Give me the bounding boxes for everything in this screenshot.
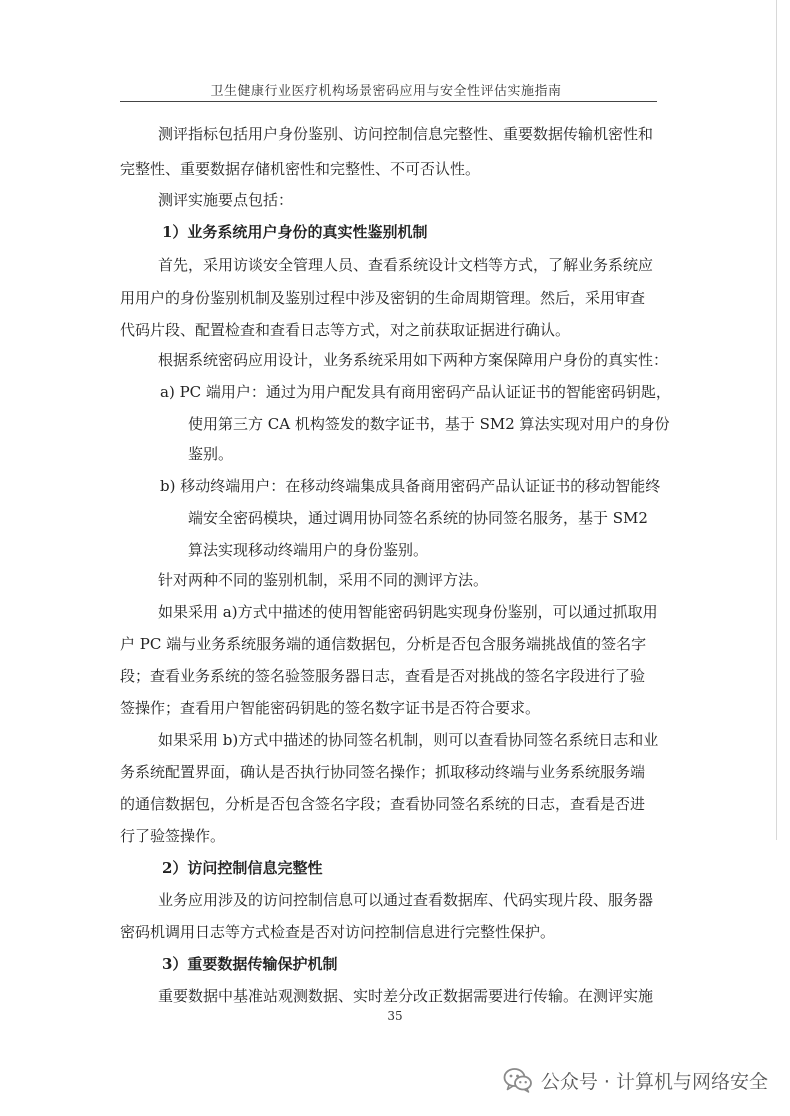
body-line: 密码机调用日志等方式检查是否对访问控制信息进行完整性保护。 xyxy=(120,923,556,941)
body-line: 行了验签操作。 xyxy=(120,827,226,845)
list-item-b: b) 移动终端用户：在移动终端集成具备商用密码产品认证证书的移动智能终 xyxy=(160,477,661,495)
body-line: 务系统配置界面，确认是否执行协同签名操作；抓取移动终端与业务系统服务端 xyxy=(120,763,646,781)
body-line: 户 PC 端与业务系统服务端的通信数据包，分析是否包含服务端挑战值的签名字 xyxy=(120,635,647,653)
wechat-icon xyxy=(503,1067,533,1093)
list-item-a: a) PC 端用户：通过为用户配发具有商用密码产品认证证书的智能密码钥匙， xyxy=(160,383,671,401)
body-line: 段；查看业务系统的签名验签服务器日志，查看是否对挑战的签名字段进行了验 xyxy=(120,667,646,685)
body-line: 测评实施要点包括： xyxy=(158,191,294,209)
body-line: 用用户的身份鉴别机制及鉴别过程中涉及密钥的生命周期管理。然后，采用审查 xyxy=(120,289,646,307)
running-header: 卫生健康行业医疗机构场景密码应用与安全性评估实施指南 xyxy=(210,84,562,99)
body-line: 如果采用 a)方式中描述的使用智能密码钥匙实现身份鉴别，可以通过抓取用 xyxy=(158,603,658,621)
list-item-b-line: 算法实现移动终端用户的身份鉴别。 xyxy=(188,541,429,559)
body-line: 完整性、重要数据存储机密性和完整性、不可否认性。 xyxy=(120,160,481,178)
body-line: 针对两种不同的鉴别机制，采用不同的测评方法。 xyxy=(158,571,489,589)
body-line: 业务应用涉及的访问控制信息可以通过查看数据库、代码实现片段、服务器 xyxy=(158,891,654,909)
list-item-a-line: 使用第三方 CA 机构签发的数字证书，基于 SM2 算法实现对用户的身份 xyxy=(188,415,670,433)
watermark xyxy=(503,1065,768,1095)
body-line: 代码片段、配置检查和查看日志等方式，对之前获取证据进行确认。 xyxy=(120,321,571,339)
watermark-text: 公众号 · 计算机与网络安全 xyxy=(540,1070,768,1093)
section-heading-2: 2）访问控制信息完整性 xyxy=(162,859,323,877)
body-line: 测评指标包括用户身份鉴别、访问控制信息完整性、重要数据传输机密性和 xyxy=(158,125,654,143)
body-line: 的通信数据包，分析是否包含签名字段；查看协同签名系统的日志，查看是否进 xyxy=(120,795,646,813)
page-edge-line xyxy=(776,0,777,840)
header-divider xyxy=(120,101,657,102)
body-line: 签操作；查看用户智能密码钥匙的签名数字证书是否符合要求。 xyxy=(120,699,541,717)
list-item-a-line: 鉴别。 xyxy=(188,445,234,463)
body-line: 重要数据中基准站观测数据、实时差分改正数据需要进行传输。在测评实施 xyxy=(158,987,654,1005)
section-heading-1: 1）业务系统用户身份的真实性鉴别机制 xyxy=(162,223,428,241)
page-number: 35 xyxy=(387,1009,403,1023)
body-line: 如果采用 b)方式中描述的协同签名机制，则可以查看协同签名系统日志和业 xyxy=(158,731,659,749)
body-line: 首先，采用访谈安全管理人员、查看系统设计文档等方式，了解业务系统应 xyxy=(158,256,654,274)
list-item-b-line: 端安全密码模块，通过调用协同签名系统的协同签名服务，基于 SM2 xyxy=(188,509,648,527)
body-line: 根据系统密码应用设计，业务系统采用如下两种方案保障用户身份的真实性： xyxy=(158,351,669,369)
section-heading-3: 3）重要数据传输保护机制 xyxy=(162,955,338,973)
